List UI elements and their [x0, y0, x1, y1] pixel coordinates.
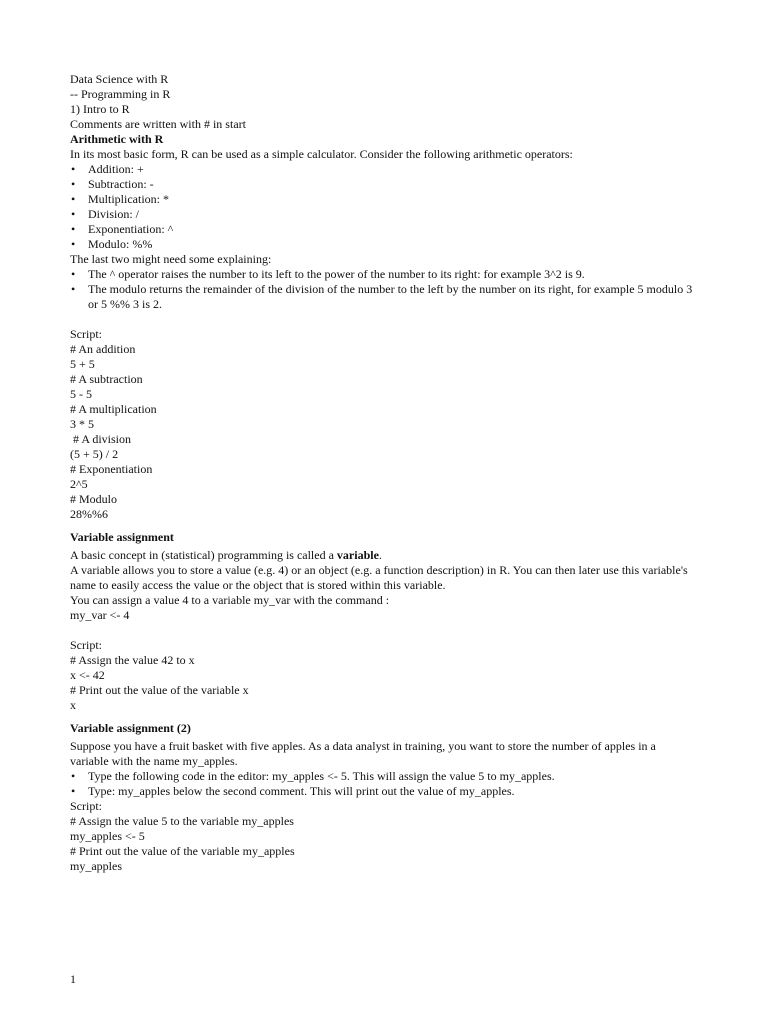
script-line: # A multiplication	[70, 402, 157, 416]
script-line: x	[70, 698, 76, 712]
list-item	[70, 192, 700, 207]
course-title: Data Science with R	[70, 72, 169, 86]
operator-text: Addition: +	[88, 162, 144, 176]
step-text: Type: my_apples below the second comment. This will print out the value of my_apples.	[88, 784, 515, 798]
list-item	[70, 162, 700, 177]
basic-bold-term: variable	[336, 548, 379, 562]
list-item	[70, 267, 700, 282]
script-line: # Print out the value of the variable x	[70, 683, 249, 697]
explanation-list	[70, 267, 700, 312]
list-item	[70, 207, 700, 222]
explanation-text: The ^ operator raises the number to its left to the power of the number to its right: for example 3^2 is 9.	[88, 267, 585, 281]
script-line: 2^5	[70, 477, 88, 491]
script-label: Script:	[70, 327, 102, 341]
basic-suffix: .	[378, 548, 382, 562]
bullet-icon: •	[71, 282, 76, 296]
variable-assignment-2-heading: Variable assignment (2)	[70, 721, 191, 735]
module-title: -- Programming in R	[70, 87, 171, 101]
script-line: # Print out the value of the variable my_apples	[70, 844, 295, 858]
bullet-icon: •	[71, 207, 76, 221]
script-label: Script:	[70, 799, 102, 813]
variable-basic-concept	[70, 548, 700, 563]
script-line: my_apples <- 5	[70, 829, 145, 843]
basic-prefix: A basic concept in (statistical) programming is called a	[70, 548, 337, 562]
script-line: # Assign the value 42 to x	[70, 653, 195, 667]
bullet-icon: •	[71, 192, 76, 206]
script-line: 5 + 5	[70, 357, 95, 371]
script-line: # An addition	[70, 342, 136, 356]
operator-text: Subtraction: -	[88, 177, 154, 191]
arithmetic-intro: In its most basic form, R can be used as a simple calculator. Consider the following arithmetic operators:	[70, 147, 573, 161]
bullet-icon: •	[71, 162, 76, 176]
operator-text: Modulo: %%	[88, 237, 153, 251]
comments-note: Comments are written with # in start	[70, 117, 246, 131]
script-line: # Assign the value 5 to the variable my_apples	[70, 814, 294, 828]
script-line: (5 + 5) / 2	[70, 447, 119, 461]
page-content	[70, 72, 700, 874]
script-line: my_apples	[70, 859, 122, 873]
variable-assignment-heading: Variable assignment	[70, 530, 174, 544]
operator-text: Multiplication: *	[88, 192, 169, 206]
operator-text: Division: /	[88, 207, 140, 221]
script-line: # A division	[70, 432, 132, 446]
script-label: Script:	[70, 638, 102, 652]
script-line: # Exponentiation	[70, 462, 153, 476]
variable-description: A variable allows you to store a value (e.g. 4) or an object (e.g. a function description) in R. You can then later use this variable's name to easily access the value or the object that is stored within this variable.	[70, 563, 688, 592]
script-line: # A subtraction	[70, 372, 143, 386]
bullet-icon: •	[71, 237, 76, 251]
list-item	[70, 282, 700, 312]
list-item	[70, 237, 700, 252]
bullet-icon: •	[71, 177, 76, 191]
page-number: 1	[70, 972, 76, 986]
assign-example: my_var <- 4	[70, 608, 130, 622]
arithmetic-heading: Arithmetic with R	[70, 132, 164, 146]
chapter-title: 1) Intro to R	[70, 102, 130, 116]
list-item	[70, 769, 700, 784]
fruit-basket-intro: Suppose you have a fruit basket with five apples. As a data analyst in training, you want to store the number of apples in a variable with the name my_apples.	[70, 739, 656, 768]
script-line: 5 - 5	[70, 387, 92, 401]
script-line: # Modulo	[70, 492, 118, 506]
spacer	[70, 623, 700, 638]
list-item	[70, 222, 700, 237]
operator-text: Exponentiation: ^	[88, 222, 174, 236]
script-line: 3 * 5	[70, 417, 94, 431]
step-text: Type the following code in the editor: my_apples <- 5. This will assign the value 5 to my_apples.	[88, 769, 555, 783]
explain-intro: The last two might need some explaining:	[70, 252, 272, 266]
bullet-icon: •	[71, 784, 76, 798]
assign-text: You can assign a value 4 to a variable my_var with the command :	[70, 593, 390, 607]
apples-script	[70, 814, 700, 874]
explanation-text: The modulo returns the remainder of the division of the number to the left by the number on its right, for example 5 modulo 3 or 5 %% 3 is 2.	[88, 282, 693, 311]
operator-list	[70, 162, 700, 252]
arithmetic-script	[70, 342, 700, 522]
steps-list	[70, 769, 700, 799]
script-line: 28%%6	[70, 507, 108, 521]
bullet-icon: •	[71, 769, 76, 783]
bullet-icon: •	[71, 267, 76, 281]
list-item	[70, 784, 700, 799]
bullet-icon: •	[71, 222, 76, 236]
script-line: x <- 42	[70, 668, 105, 682]
spacer	[70, 312, 700, 327]
list-item	[70, 177, 700, 192]
variable-script	[70, 653, 700, 713]
